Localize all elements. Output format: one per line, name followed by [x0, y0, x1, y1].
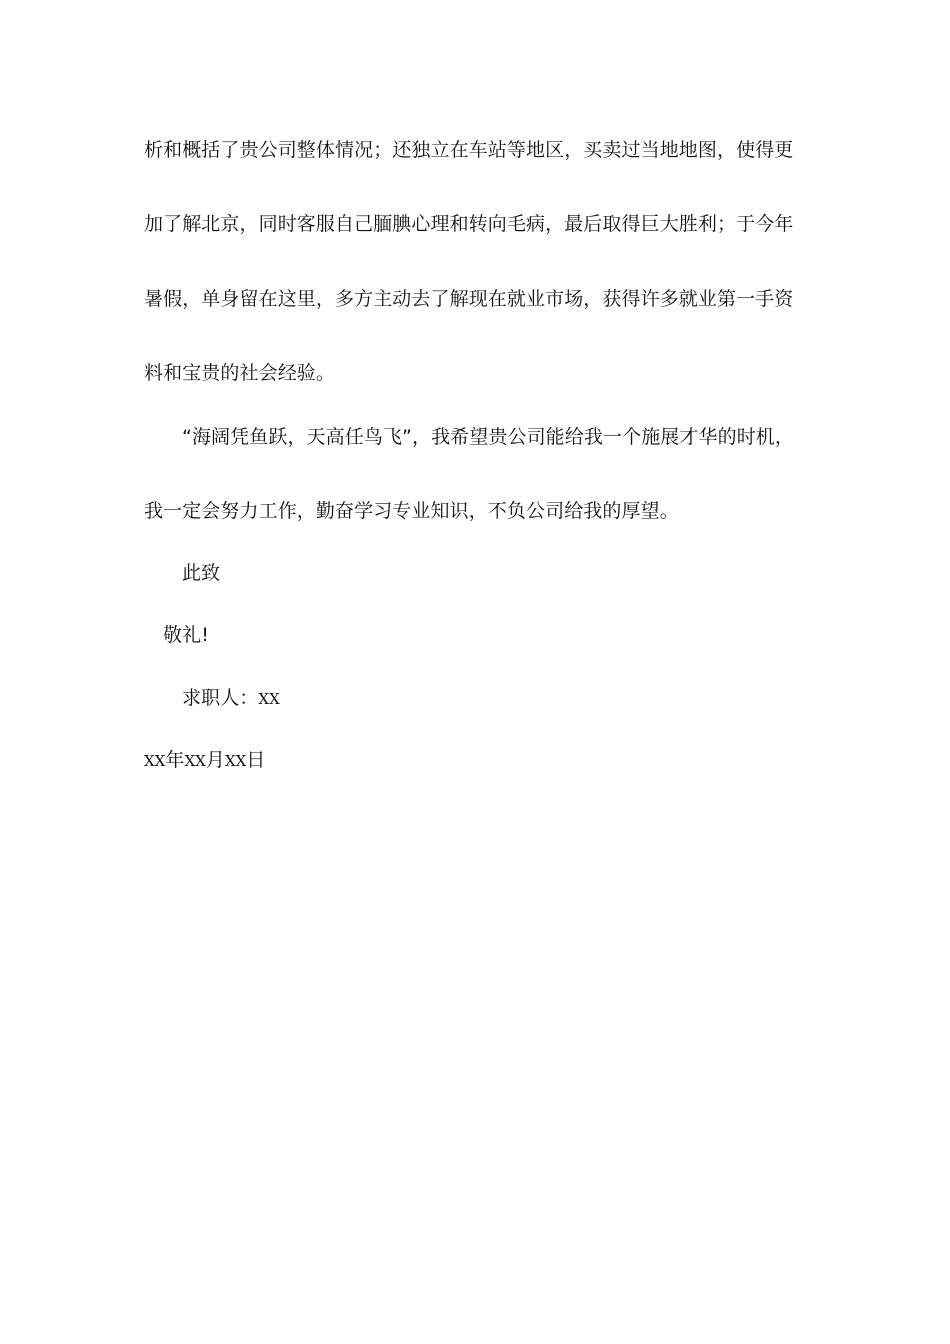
closing-paragraph-line-2: 我一定会努力工作，勤奋学习专业知识，不负公司给我的厚望。: [144, 500, 679, 522]
salutation-cizhi: 此致: [182, 562, 221, 584]
salutation-jingli: 敬礼!: [163, 624, 209, 646]
body-paragraph-line-1: 析和概括了贵公司整体情况；还独立在车站等地区，买卖过当地地图，使得更: [144, 139, 794, 161]
date-year-unit: 年: [165, 749, 185, 771]
date-day: XX: [224, 752, 247, 770]
date-month-unit: 月: [205, 749, 225, 771]
date-line: [144, 747, 265, 774]
signature-line: [182, 685, 280, 712]
date-year: XX: [144, 752, 166, 770]
signature-label: 求职人：: [182, 687, 259, 709]
body-paragraph-line-3: 暑假，单身留在这里，多方主动去了解现在就业市场，获得许多就业第一手资: [144, 288, 794, 310]
body-paragraph-line-4: 料和宝贵的社会经验。: [144, 362, 336, 384]
signature-name: XX: [258, 690, 280, 708]
date-day-unit: 日: [246, 749, 266, 771]
closing-paragraph-line-1: “海阔凭鱼跃，天高任鸟飞”，我希望贵公司能给我一个施展才华的时机，: [182, 426, 794, 448]
body-paragraph-line-2: 加了解北京，同时客服自己腼腆心理和转向毛病，最后取得巨大胜利；于今年: [144, 213, 794, 235]
date-month: XX: [184, 752, 206, 770]
